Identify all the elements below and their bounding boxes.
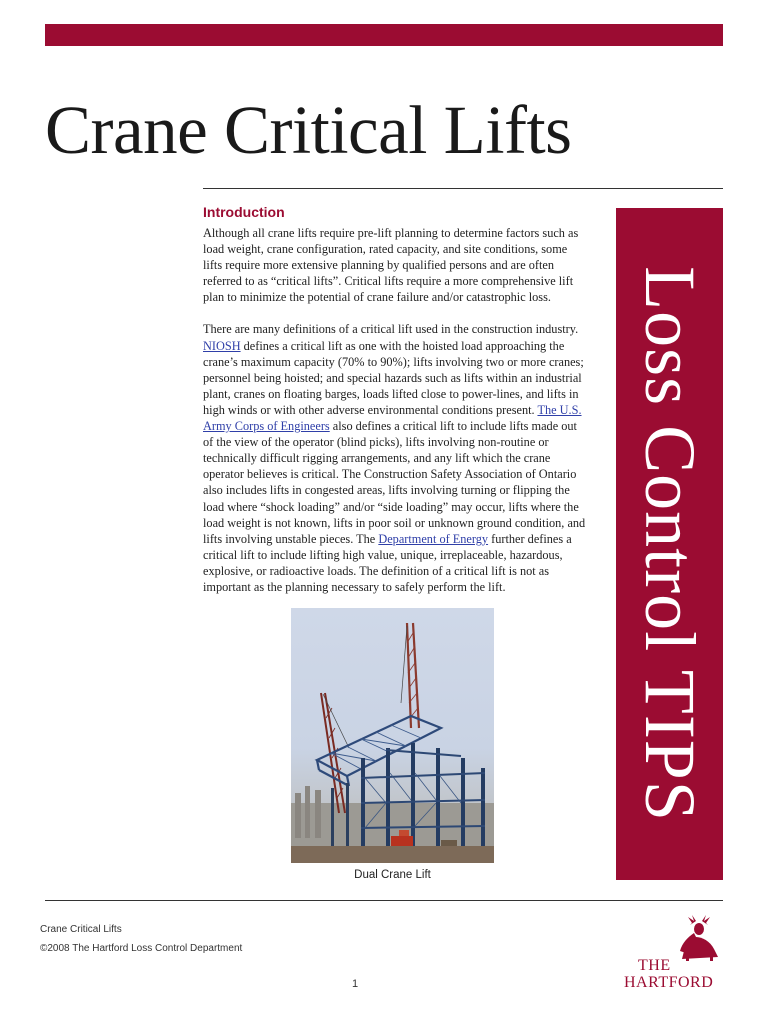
side-banner [616, 208, 723, 880]
paragraph-2-text-4: further defines a critical lift to include lifting high value, unique, irreplaceable, hazardous, explosive, or radioactive loads. The definition of a critical lift is not as important as the planning necessary to safely perform the lift. [203, 531, 572, 594]
paragraph-2 [203, 321, 588, 595]
footer-copyright: ©2008 The Hartford Loss Control Department [40, 943, 243, 954]
top-brand-bar [45, 24, 723, 46]
dual-crane-lift-photo [291, 608, 494, 863]
logo-text-hartford: HARTFORD [624, 974, 714, 991]
paragraph-2-text-3: also defines a critical lift to include lifts made out of the view of the operator (blind picks), lifts involving non-routine or technically difficult rigging arrangements, and any lift which the crane operator believes is critical. The Construction Safety Association of Ontario also includes lifts in congested areas, lifts involving turning or flipping the load where “shock loading” and/or “side loading” may occur, lifts where the load weight is not known, lifts in poor soil or unknown ground condition, and lifts involving unstable pieces. The [203, 419, 586, 546]
photo-caption: Dual Crane Lift [354, 869, 431, 881]
footer-divider [45, 900, 723, 901]
footer-document-title: Crane Critical Lifts [40, 924, 122, 935]
article-body [203, 225, 588, 595]
paragraph-2-text-1: There are many definitions of a critical lift used in the construction industry. [203, 322, 579, 337]
hartford-logo [620, 915, 724, 995]
page-number: 1 [352, 978, 359, 990]
logo-text-the: THE [638, 957, 671, 974]
department-of-energy-link[interactable]: Department of Energy [378, 531, 489, 546]
title-divider [203, 188, 723, 189]
paragraph-1: Although all crane lifts require pre-lift planning to determine factors such as load weight, crane configuration, rated capacity, and site conditions, some lifts require more extensive planning by qualified persons and are often referred to as “critical lifts”. Critical lifts require a more comprehensive lift plan to minimize the potential of crane failure and/or catastrophic loss. [203, 226, 579, 305]
paragraph-2-text-2: defines a critical lift as one with the hoisted load approaching the crane’s maximum capacity (70% to 90%); lifts involving two or more cranes; personnel being hoisted; and special hazards such as lifts within an industrial plant, cranes on floating barges, loads lifted close to power-lines, and lifts in high winds or with other adverse environmental conditions present. [203, 338, 584, 417]
section-heading-introduction: Introduction [203, 204, 285, 220]
army-corps-link[interactable]: The U.S. Army Corps of Engineers [203, 402, 582, 434]
stag-icon [674, 915, 722, 961]
side-banner-text: Loss Control TIPS [629, 266, 710, 822]
crane-illustration [291, 608, 494, 863]
page-title: Crane Critical Lifts [45, 92, 572, 168]
niosh-link[interactable]: NIOSH [203, 338, 241, 353]
